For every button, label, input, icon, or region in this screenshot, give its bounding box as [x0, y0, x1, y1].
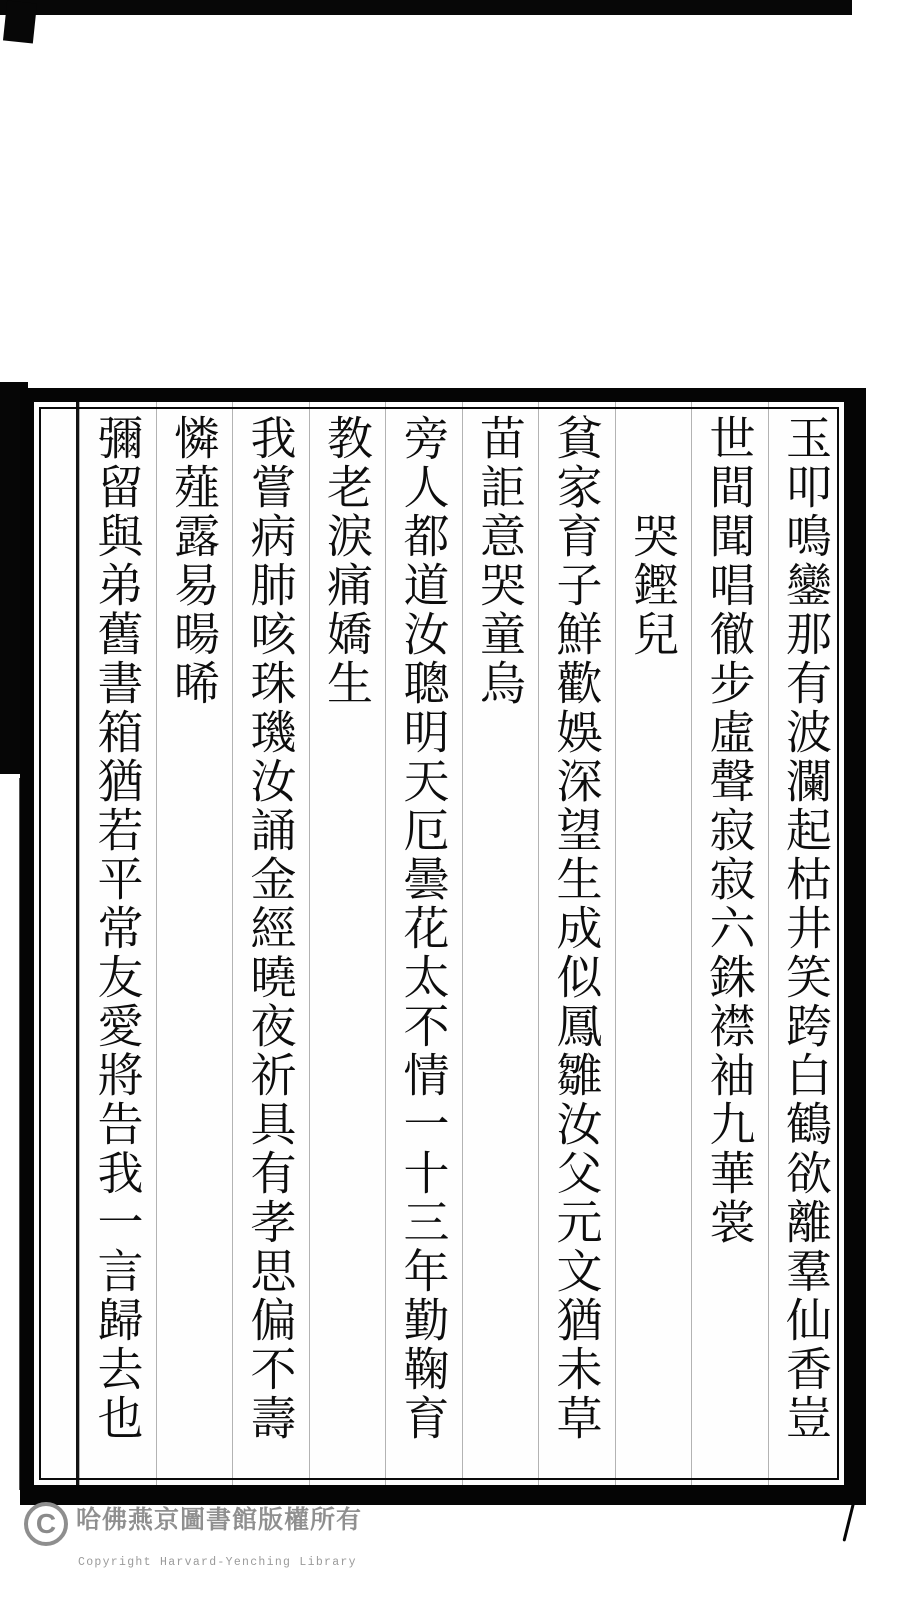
scan-artifact-corner-blob [3, 1, 37, 44]
poem-column-9: 憐薤露易暘晞 [156, 402, 233, 1485]
scan-artifact-top-bar [0, 0, 852, 15]
copyright-stamp [22, 1496, 442, 1586]
poem-column-10: 彌留與弟舊書箱猶若平常友愛將告我一言歸去也 [79, 402, 156, 1485]
poem-column-2: 世間聞唱徹步虛聲寂寂六銖襟袖九華裳 [691, 402, 768, 1485]
poem-column-8: 我嘗病肺咳珠璣汝誦金經曉夜祈具有孝思偏不壽 [232, 402, 309, 1485]
poem-column-5: 苗詎意哭童烏 [462, 402, 539, 1485]
poem-column-1: 玉叩鳴鑾那有波瀾起枯井笑跨白鶴欲離羣仙香豈 [768, 402, 845, 1485]
copyright-icon: C [24, 1502, 68, 1546]
poem-column-7: 教老淚痛嬌生 [309, 402, 386, 1485]
page-frame [20, 388, 866, 1505]
copyright-english-text: Copyright Harvard-Yenching Library [78, 1556, 357, 1569]
poem-title-column: 哭鏗兒 [615, 402, 692, 1485]
poem-column-4: 貧家育子鮮歡娛深望生成似鳳雛汝父元文猶未草 [538, 402, 615, 1485]
copyright-chinese-text: 哈佛燕京圖書館版權所有 [76, 1505, 363, 1534]
poem-column-6: 旁人都道汝聰明天厄曇花太不情一十三年勤鞠育 [385, 402, 462, 1485]
text-block [76, 402, 844, 1485]
